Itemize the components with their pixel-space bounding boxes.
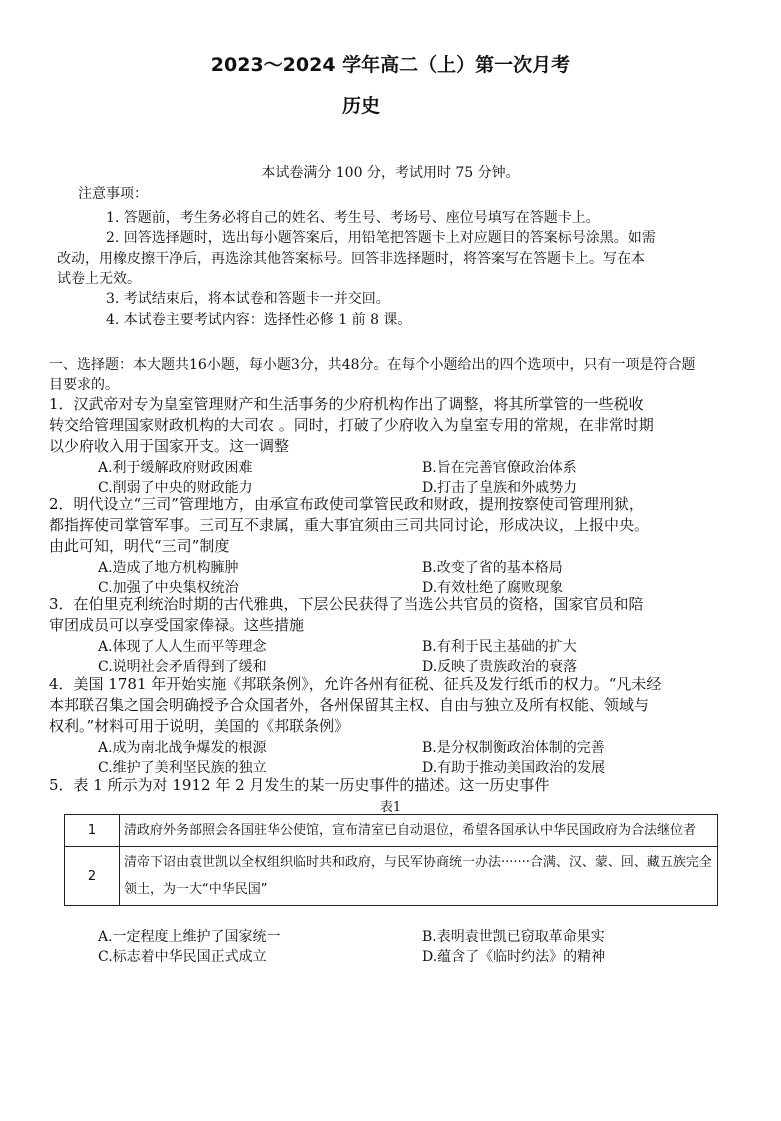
- table-row-text: 清帝下诏由袁世凯以全权组织临时共和政府，与民军协商统一办法·······合满、汉、蒙、回、藏五族完全领土，为一大“中华民国”: [120, 847, 718, 906]
- question-1-option-a: A.利于缓解政府财政困难: [98, 460, 253, 476]
- question-4-line-1: 4．美国 1781 年开始实施《邦联条例》，允许各州有征税、征兵及发行纸币的权力。“凡未经: [49, 675, 662, 693]
- question-1-line-2: 转交给管理国家财政机构的大司农 。同时，打破了少府收入为皇室专用的常规，在非常时期: [49, 416, 654, 434]
- question-3-option-d: D.反映了贵族政治的衰落: [422, 659, 578, 675]
- question-3-option-a: A.体现了人人生而平等理念: [98, 639, 267, 655]
- question-1-option-c: C.削弱了中央的财政能力: [98, 480, 253, 496]
- notice-item-2-end: 试卷上无效。: [57, 271, 141, 287]
- notice-heading: 注意事项：: [78, 186, 148, 202]
- exam-subject: 历史: [342, 95, 381, 117]
- score-line: 本试卷满分 100 分，考试用时 75 分钟。: [261, 165, 520, 181]
- notice-item-1: 1. 答题前，考生务必将自己的姓名、考生号、考场号、座位号填写在答题卡上。: [106, 210, 600, 226]
- question-1-option-d: D.打击了皇族和外戚势力: [422, 480, 578, 496]
- question-4-option-a: A.成为南北战争爆发的根源: [98, 740, 267, 756]
- question-3-line-2: 审团成员可以享受国家俸禄。这些措施: [49, 616, 305, 634]
- question-2-option-a: A.造成了地方机构臃肿: [98, 560, 239, 576]
- question-1-line-3: 以少府收入用于国家开支。这一调整: [49, 437, 290, 455]
- question-2-line-3: 由此可知，明代“三司”制度: [49, 537, 230, 555]
- notice-item-3: 3. 考试结束后，将本试卷和答题卡一并交回。: [106, 291, 390, 307]
- question-5-option-a: A.一定程度上维护了国家统一: [98, 929, 281, 945]
- question-5-line-1: 5．表 1 所示为对 1912 年 2 月发生的某一历史事件的描述。这一历史事件: [49, 776, 550, 794]
- question-2-line-1: 2．明代设立“三司”管理地方，由承宣布政使司掌管民政和财政，提刑按察使司管理刑狱，: [49, 495, 644, 513]
- table-row-number: 2: [65, 847, 120, 906]
- question-4-option-c: C.维护了美利坚民族的独立: [98, 760, 267, 776]
- table-caption: 表1: [379, 800, 402, 815]
- question-2-line-2: 都指挥使司掌管军事。三司互不隶属，重大事宜须由三司共同讨论，形成决议，上报中央。: [49, 516, 650, 534]
- question-5-option-d: D.蕴含了《临时约法》的精神: [422, 949, 606, 965]
- notice-item-2-cont: 改动，用橡皮擦干净后，再选涂其他答案标号。回答非选择题时，将答案写在答题卡上。写在本: [57, 251, 645, 267]
- question-3-option-c: C.说明社会矛盾得到了缓和: [98, 659, 267, 675]
- question-4-line-2: 本邦联召集之国会明确授予合众国者外，各州保留其主权、自由与独立及所有权能、领域与: [49, 696, 650, 714]
- question-3-option-b: B.有利于民主基础的扩大: [422, 639, 577, 655]
- question-5-option-c: C.标志着中华民国正式成立: [98, 949, 267, 965]
- question-1-line-1: 1．汉武帝对专为皇室管理财产和生活事务的少府机构作出了调整，将其所掌管的一些税收: [49, 395, 644, 413]
- table-row-text: 清政府外务部照会各国驻华公使馆，宣布清室已自动退位，希望各国承认中华民国政府为合法继位者: [120, 815, 718, 847]
- notice-item-4: 4. 本试卷主要考试内容：选择性必修 1 前 8 课。: [106, 312, 412, 328]
- table-row: [65, 815, 718, 847]
- question-2-option-c: C.加强了中央集权统治: [98, 580, 239, 596]
- question-4-line-3: 权利。”材料可用于说明，美国的《邦联条例》: [49, 717, 350, 735]
- question-4-option-d: D.有助于推动美国政治的发展: [422, 760, 606, 776]
- notice-item-2: 2. 回答选择题时，选出每小题答案后，用铅笔把答题卡上对应题目的答案标号涂黑。如需: [106, 230, 656, 246]
- question-5-option-b: B.表明袁世凯已窃取革命果实: [422, 929, 605, 945]
- question-3-line-1: 3．在伯里克利统治时期的古代雅典，下层公民获得了当选公共官员的资格，国家官员和陪: [49, 595, 644, 613]
- section-heading: 一、选择题：本大题共16小题，每小题3分，共48分。在每个小题给出的四个选项中，只有一项是符合题: [49, 357, 696, 373]
- event-table: [64, 814, 718, 906]
- table-row-number: 1: [65, 815, 120, 847]
- section-heading-cont: 目要求的。: [49, 377, 119, 393]
- exam-title: 2023～2024 学年高二（上）第一次月考: [210, 54, 571, 76]
- table-row: [65, 847, 718, 906]
- question-2-option-d: D.有效杜绝了腐败现象: [422, 580, 564, 596]
- question-2-option-b: B.改变了省的基本格局: [422, 560, 563, 576]
- question-4-option-b: B.是分权制衡政治体制的完善: [422, 740, 605, 756]
- question-1-option-b: B.旨在完善官僚政治体系: [422, 460, 577, 476]
